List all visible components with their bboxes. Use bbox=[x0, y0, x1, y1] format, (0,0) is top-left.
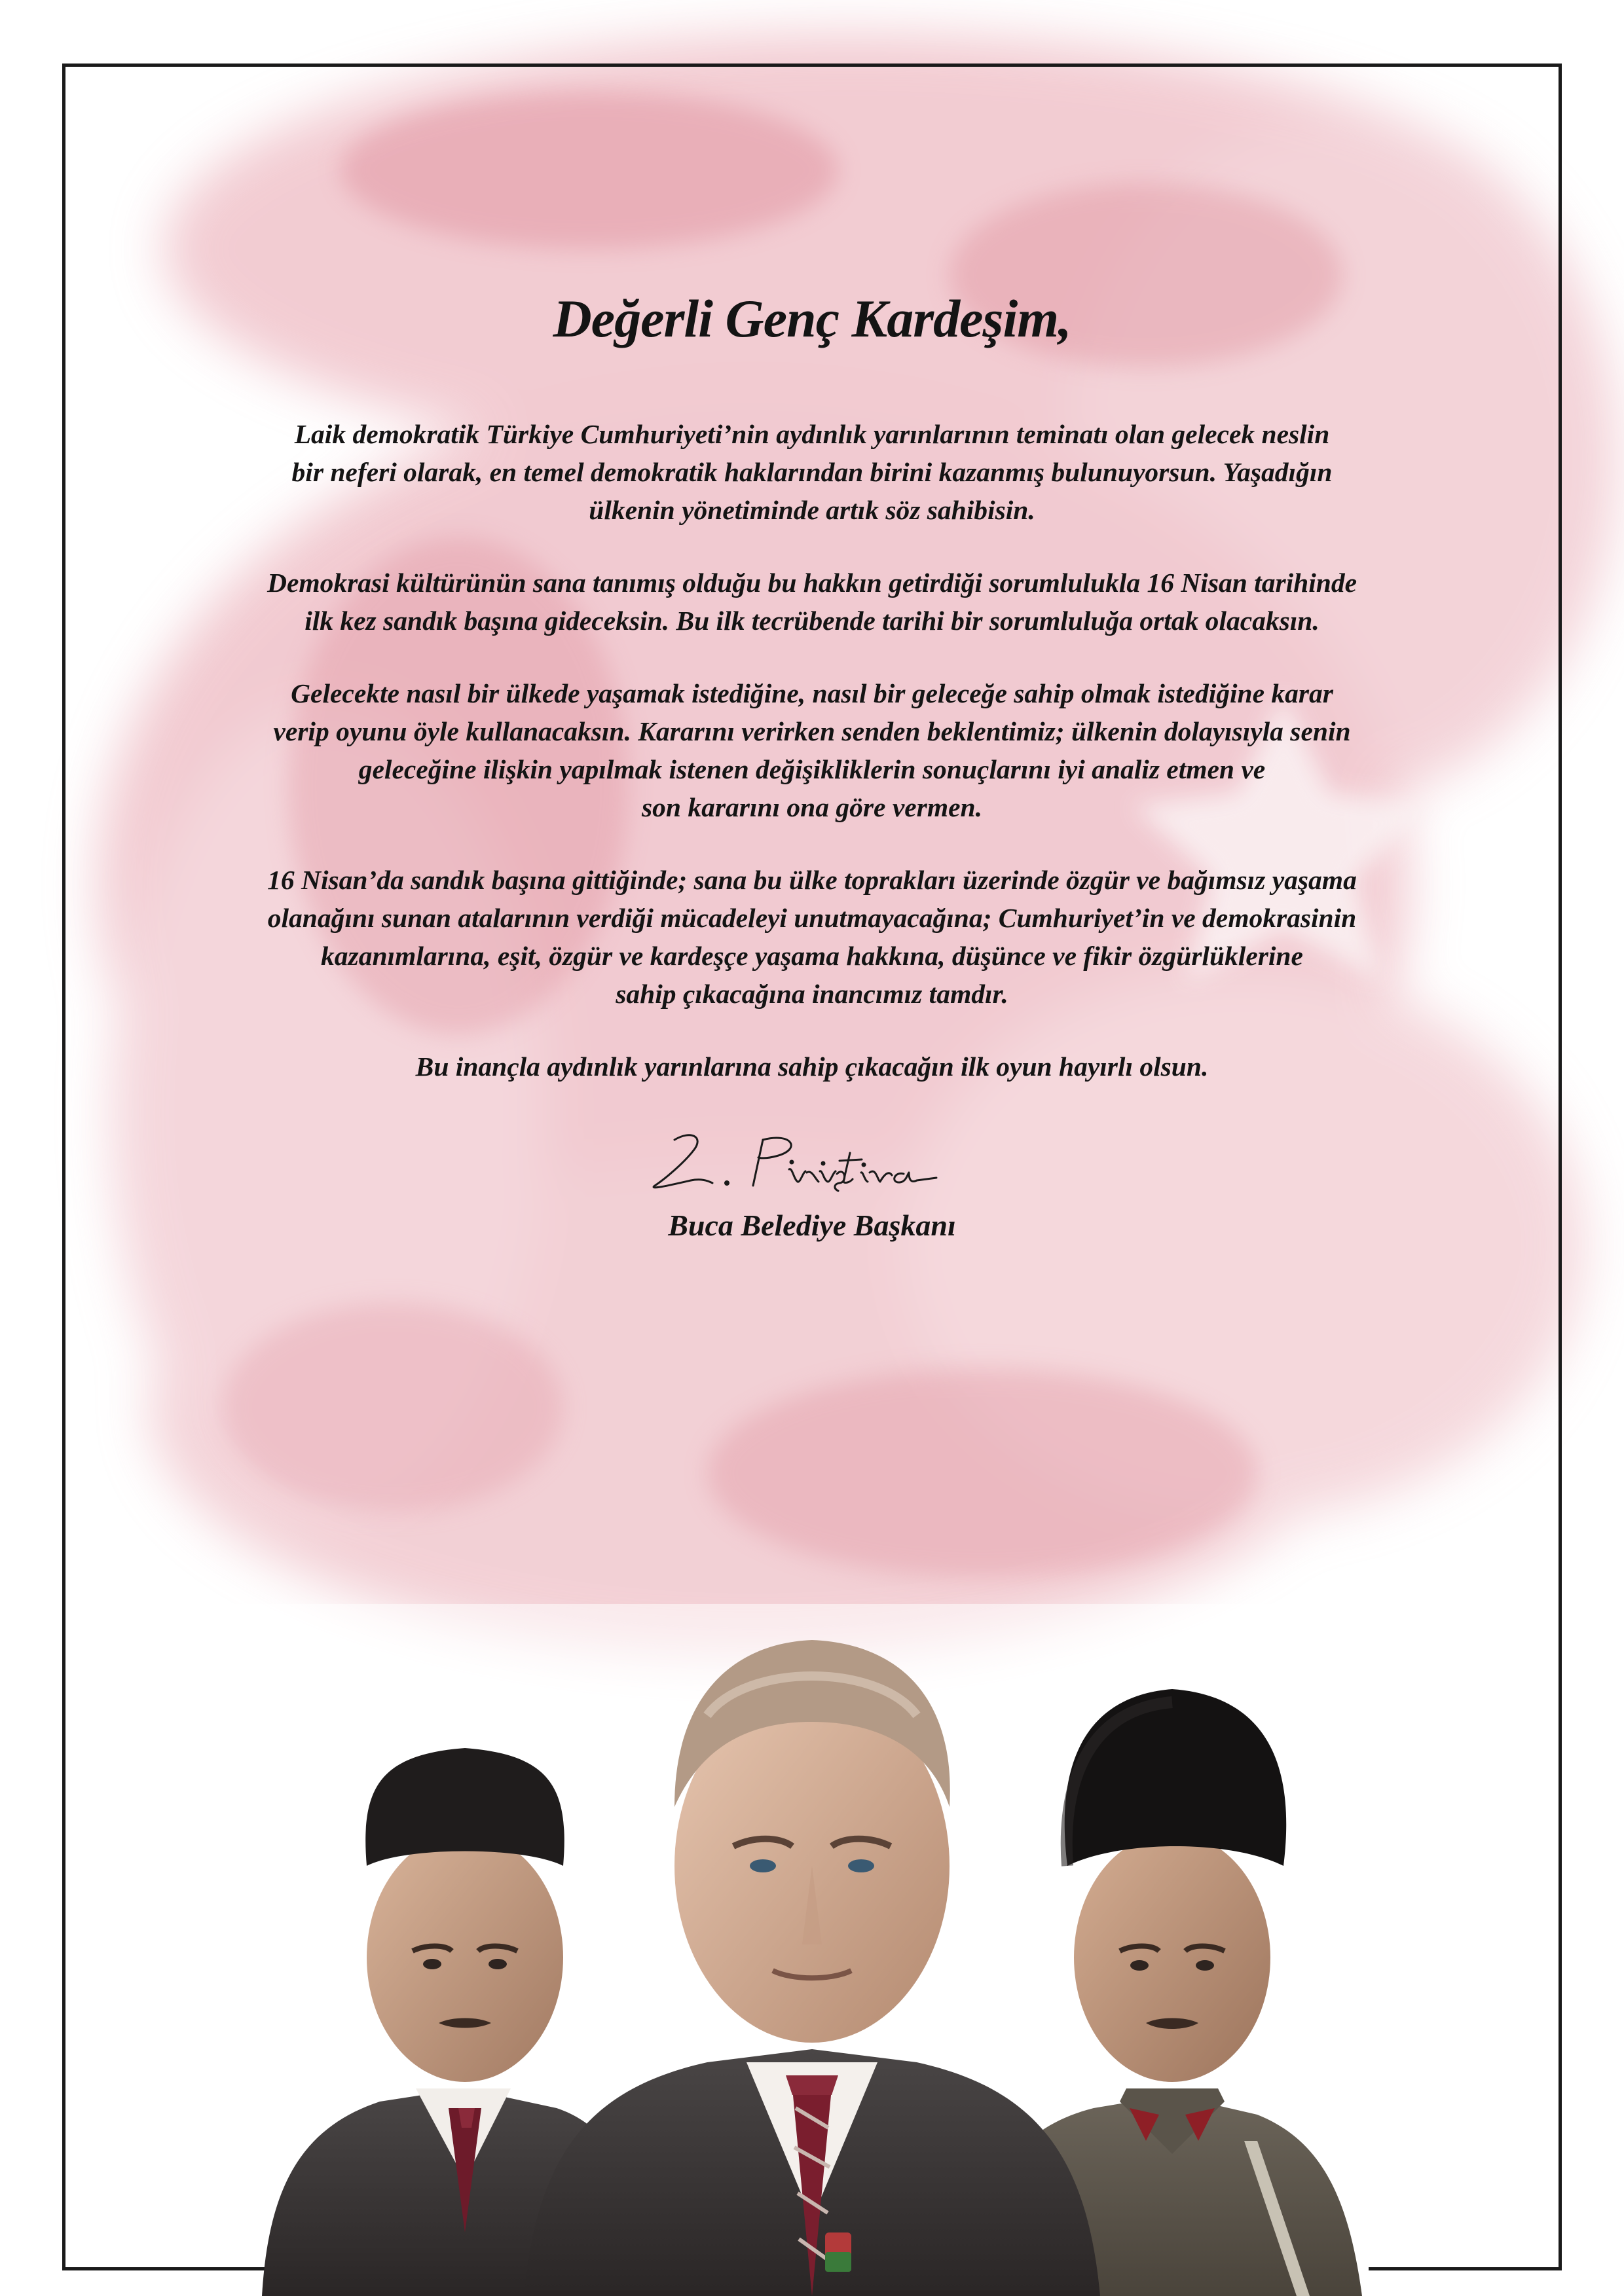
signature-area bbox=[118, 1120, 1506, 1243]
portraits-image bbox=[249, 1499, 1375, 2296]
paragraph-line: 16 Nisan’da sandık başına gittiğinde; sana bu ülke toprakları üzerinde özgür ve bağımsız yaşama bbox=[267, 865, 1357, 895]
paragraph-line: bir neferi olarak, en temel demokratik haklarından birini kazanmış bulunuyorsun. Yaşadığın bbox=[291, 457, 1333, 487]
paragraph-line: sahip çıkacağına inancımız tamdır. bbox=[616, 979, 1008, 1009]
paragraph-line: verip oyunu öyle kullanacaksın. Kararını verirken senden beklentimiz; ülkenin dolayısıyla senin bbox=[273, 716, 1351, 746]
paragraph-3 bbox=[118, 674, 1506, 826]
paragraph-line: Laik demokratik Türkiye Cumhuriyeti’nin aydınlık yarınlarının teminatı olan gelecek neslin bbox=[294, 419, 1330, 449]
paragraph-line: Demokrasi kültürünün sana tanımış olduğu bu hakkın getirdiği sorumlulukla 16 Nisan tarihinde bbox=[267, 568, 1357, 598]
paragraph-line: ilk kez sandık başına gideceksin. Bu ilk tecrübende tarihi bir sorumluluğa ortak olacaksın. bbox=[304, 606, 1320, 636]
frame-bottom-right bbox=[1369, 2267, 1562, 2270]
paragraph-line: kazanımlarına, eşit, özgür ve kardeşçe yaşama hakkına, düşünce ve fikir özgürlüklerine bbox=[321, 941, 1303, 971]
frame-left bbox=[62, 64, 65, 2270]
paragraph-2 bbox=[118, 564, 1506, 640]
paragraph-4 bbox=[118, 861, 1506, 1013]
greeting: Değerli Genç Kardeşim, bbox=[553, 289, 1071, 348]
signature bbox=[629, 1120, 995, 1199]
paragraph-line: Gelecekte nasıl bir ülkede yaşamak istediğine, nasıl bir geleceğe sahip olmak istediğine karar bbox=[291, 678, 1333, 708]
frame-right bbox=[1559, 64, 1562, 2270]
paragraph-1 bbox=[118, 415, 1506, 529]
paragraph-line: Bu inançla aydınlık yarınlarına sahip çıkacağın ilk oyun hayırlı olsun. bbox=[415, 1051, 1209, 1082]
paragraph-5 bbox=[118, 1048, 1506, 1085]
paragraph-line: olanağını sunan atalarının verdiği mücadeleyi unutmayacağına; Cumhuriyet’in ve demokrasinin bbox=[267, 903, 1357, 933]
letter bbox=[118, 288, 1506, 1243]
paragraph-line: ülkenin yönetiminde artık söz sahibisin. bbox=[589, 495, 1035, 525]
paragraph-line: son kararını ona göre vermen. bbox=[642, 792, 982, 822]
signer-title: Buca Belediye Başkanı bbox=[668, 1209, 956, 1242]
frame-top bbox=[62, 64, 1562, 67]
paragraph-line: geleceğine ilişkin yapılmak istenen değişikliklerin sonuçlarını iyi analiz etmen ve bbox=[358, 754, 1266, 784]
